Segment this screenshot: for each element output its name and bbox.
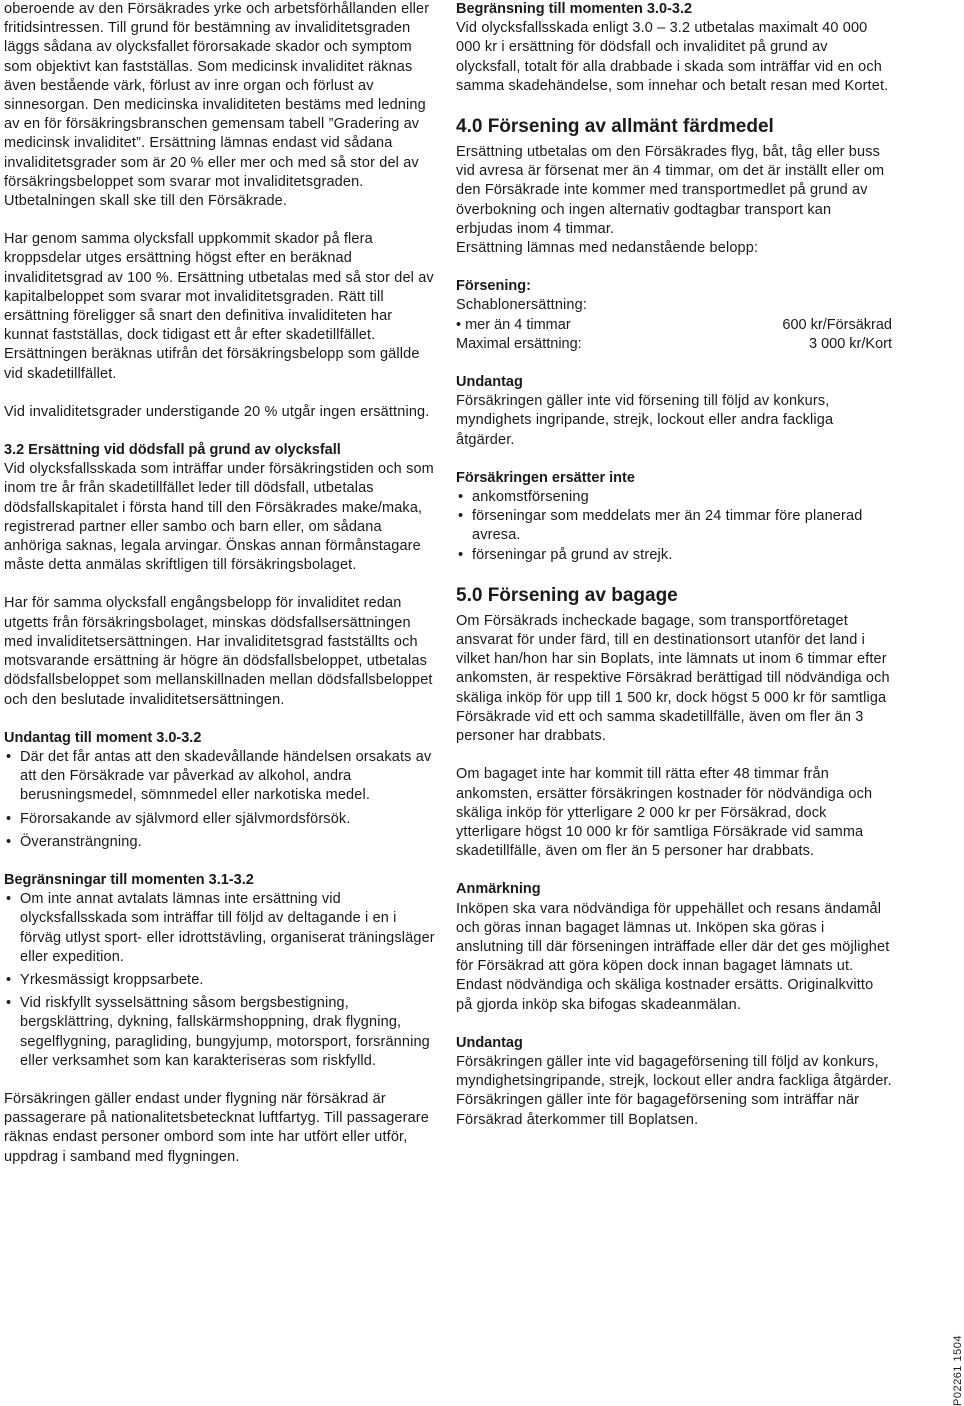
undantag-list bbox=[4, 748, 440, 852]
list-item: • Vid riskfyllt sysselsättning såsom bergsbestigning, bergsklättring, dykning, fallskärmshoppning, drak flygning, segelflygning, paragliding, bungyjump, motorsport, forsränning eller verksamhet som kan karakteriseras som riskfylld. bbox=[4, 994, 440, 1071]
list-item: • Yrkesmässigt kroppsarbete. bbox=[4, 971, 440, 990]
list-item: • Där det får antas att den skadevållande händelsen orsakats av att den Försäkrade var påverkad av alkohol, andra berusningsmedel, sömnmedel eller narkotiska medel. bbox=[4, 748, 440, 806]
section-4-0-heading: 4.0 Försening av allmänt färdmedel bbox=[456, 116, 774, 138]
list-item: • förseningar på grund av strejk. bbox=[456, 546, 892, 565]
amount-value: 3 000 kr/Kort bbox=[808, 335, 892, 352]
begransning-heading: Begränsning till momenten 3.0-3.2 bbox=[456, 1, 693, 17]
bagage-undantag-paragraph: Försäkringen gäller inte vid bagageförsening till följd av konkurs, myndighetsingripande, strejk, lockout eller andra fackliga åtgärder. Försäkringen gäller inte för bagageförsening som inträffar när Försäkrad återkommer till Boplatsen. bbox=[456, 1053, 892, 1128]
section-3-2-heading: 3.2 Ersättning vid dödsfall på grund av olycksfall bbox=[4, 442, 341, 459]
flygning-paragraph: Försäkringen gäller endast under flygning när försäkrad är passagerare på nationalitetsbetecknat luftfartyg. Till passagerare räknas endast personer ombord som inte har utfört eller utför, uppdrag i samband med flygningen. bbox=[4, 1090, 430, 1165]
anmarkning-paragraph: Inköpen ska vara nödvändiga för uppehället och resans ändamål och göras innan bagaget lämnas ut. Inköpen ska göras i anslutning till där förseningen inträffade eller där det ges möjlighet för Försäkrad att göra köpen dock innan bagaget lämnats ut. Endast nödvändiga och skäliga kostnader ersätts. Originalkvitto på gjorda inköp ska bifogas skadeanmälan. bbox=[456, 900, 890, 1013]
belopp-paragraph: Ersättning lämnas med nedanstående belopp: bbox=[456, 240, 759, 257]
begransningar-list bbox=[4, 890, 440, 1071]
bagage-paragraph: Om Försäkrads incheckade bagage, som transportföretaget ansvarat för under färd, till en destinationsort utanför det land i vilket han/hon har sin Boplats, inte lämnats ut inom 6 timmar efter ankomsten, är respektive Försäkrad berättigad till nödvändiga och skäliga inköp för upp till 1 500 kr, dock högst 5 000 kr för samtliga Försäkrade vid ett och samma skadetillfälle, även om fler än 3 personer har drabbats. bbox=[456, 612, 890, 745]
section-5-0-heading: 5.0 Försening av bagage bbox=[456, 584, 678, 606]
document-code: P02261 1504 bbox=[952, 1335, 964, 1406]
bagage-48h-paragraph: Om bagaget inte har kommit till rätta efter 48 timmar från ankomsten, ersätter försäkringen kostnader för nödvändiga och skäliga inköp för ytterligare 2 000 kr per Försäkrad, dock ytterligare högst 10 000 kr för samtliga Försäkrade vid samma skadetillfälle, även om fler än 5 personer har drabbats. bbox=[456, 766, 873, 860]
list-item: • ankomstförsening bbox=[456, 488, 892, 507]
undantag-heading: Undantag till moment 3.0-3.2 bbox=[4, 729, 202, 746]
undantag-paragraph: Försäkringen gäller inte vid försening till följd av konkurs, myndighets ingripande, strejk, lockout eller andra fackliga åtgärder. bbox=[456, 393, 834, 448]
schablon-label: Schablonersättning: bbox=[456, 297, 588, 314]
list-item: • förseningar som meddelats mer än 24 timmar före planerad avresa. bbox=[456, 507, 892, 545]
left-column bbox=[4, 0, 440, 1186]
maximal-ersattning-paragraph: Vid olycksfallsskada enligt 3.0 – 3.2 utbetalas maximalt 40 000 000 kr i ersättning för dödsfall och invaliditet på grund av olycksfall, totalt för alla drabbade i skada som inträffar vid en och samma skadehändelse, som innehar och betalt resan med Kortet. bbox=[456, 20, 889, 94]
forsening-heading: Försening: bbox=[456, 278, 531, 295]
list-item: • Om inte annat avtalats lämnas inte ersättning vid olycksfallsskada som inträffar till följd av deltagande i en i förväg utlyst sport- eller idrottstävling, organiserat träningsläger eller expedition. bbox=[4, 890, 440, 967]
amount-value: 600 kr/Försäkrad bbox=[782, 316, 892, 333]
undantag-heading: Undantag bbox=[456, 374, 523, 391]
amount-label: Maximal ersättning: bbox=[456, 335, 582, 352]
begransningar-heading: Begränsningar till momenten 3.1-3.2 bbox=[4, 871, 254, 888]
invaliditet-paragraph: oberoende av den Försäkrades yrke och arbetsförhållanden eller fritidsintressen. Till grund för bestämning av invaliditetsgraden läggs sådana av olycksfallet förorsakade skador och symptom som objektivt kan fastställas. Som medicinsk invaliditet räknas även bestående värk, förlust av inre organ och förlust av sinnesorgan. Den medicinska invaliditeten bestäms med ledning av en för försäkringsbranschen gemensam tabell ”Gradering av medicinsk invaliditet”. Ersättning lämnas endast vid sådana invaliditetsgrader som är 20 % eller mer och med så stor del av försäkringsbeloppet som svarar mot invaliditetsgraden. Utbetalningen skall ske till den Försäkrade. bbox=[4, 1, 430, 210]
dodsfall-paragraph: Vid olycksfallsskada som inträffar under försäkringstiden och som inom tre år från skadetillfället leder till dödsfall, utbetalas dödsfallskapitalet i första hand till den Försäkrades make/maka, registrerad partner eller sambo och barn eller, om sådana anhöriga saknas, legala arvingar. Önskas annan förmånstagare måste detta anmälas skriftligen till försäkringsbolaget. bbox=[4, 461, 434, 574]
ersatter-inte-heading: Försäkringen ersätter inte bbox=[456, 469, 635, 486]
under-20-paragraph: Vid invaliditetsgrader understigande 20 % utgår ingen ersättning. bbox=[4, 403, 430, 420]
anmarkning-heading: Anmärkning bbox=[456, 881, 541, 898]
forsening-paragraph: Ersättning utbetalas om den Försäkrades flyg, båt, tåg eller buss vid avresa är försenat mer än 4 timmar, om det är inställt eller om den Försäkrade inte kommer med transportmedlet på grund av överbokning och ingen alternativ godtagbar transport kan erbjudas inom 4 timmar. bbox=[456, 144, 885, 237]
engangsbelopp-paragraph: Har för samma olycksfall engångsbelopp för invaliditet redan utgetts från försäkringsbolaget, minskas dödsfallsersättningen med invaliditetsersättningen. Har invaliditetsgrad fastställts och motsvarande ersättning är högre än dödsfallsbeloppet, utbetalas dödsfallsbeloppet som mellanskillnaden mellan dödsfallsbeloppet och den beslutade invaliditetsersättningen. bbox=[4, 595, 433, 708]
right-column bbox=[456, 0, 892, 1149]
list-item: • Förorsakande av självmord eller självmordsförsök. bbox=[4, 810, 440, 829]
ersatter-inte-list bbox=[456, 488, 892, 565]
amount-label: • mer än 4 timmar bbox=[456, 316, 571, 333]
list-item: • Överansträngning. bbox=[4, 833, 440, 852]
undantag-heading: Undantag bbox=[456, 1034, 523, 1051]
amount-row bbox=[456, 316, 892, 335]
flera-kroppsdelar-paragraph: Har genom samma olycksfall uppkommit skador på flera kroppsdelar utges ersättning högst efter en beräknad invaliditetsgrad av 100 %. Ersättning utbetalas med så stor del av kapitalbeloppet som svarar mot invaliditetsgraden. Rätt till ersättning föreligger så snart den definitiva invaliditeten har kunnat fastställas, dock tidigast ett år efter skadetillfället. Ersättningen beräknas utifrån det försäkringsbelopp som gällde vid skadetillfället. bbox=[4, 231, 434, 382]
amount-row bbox=[456, 335, 892, 354]
